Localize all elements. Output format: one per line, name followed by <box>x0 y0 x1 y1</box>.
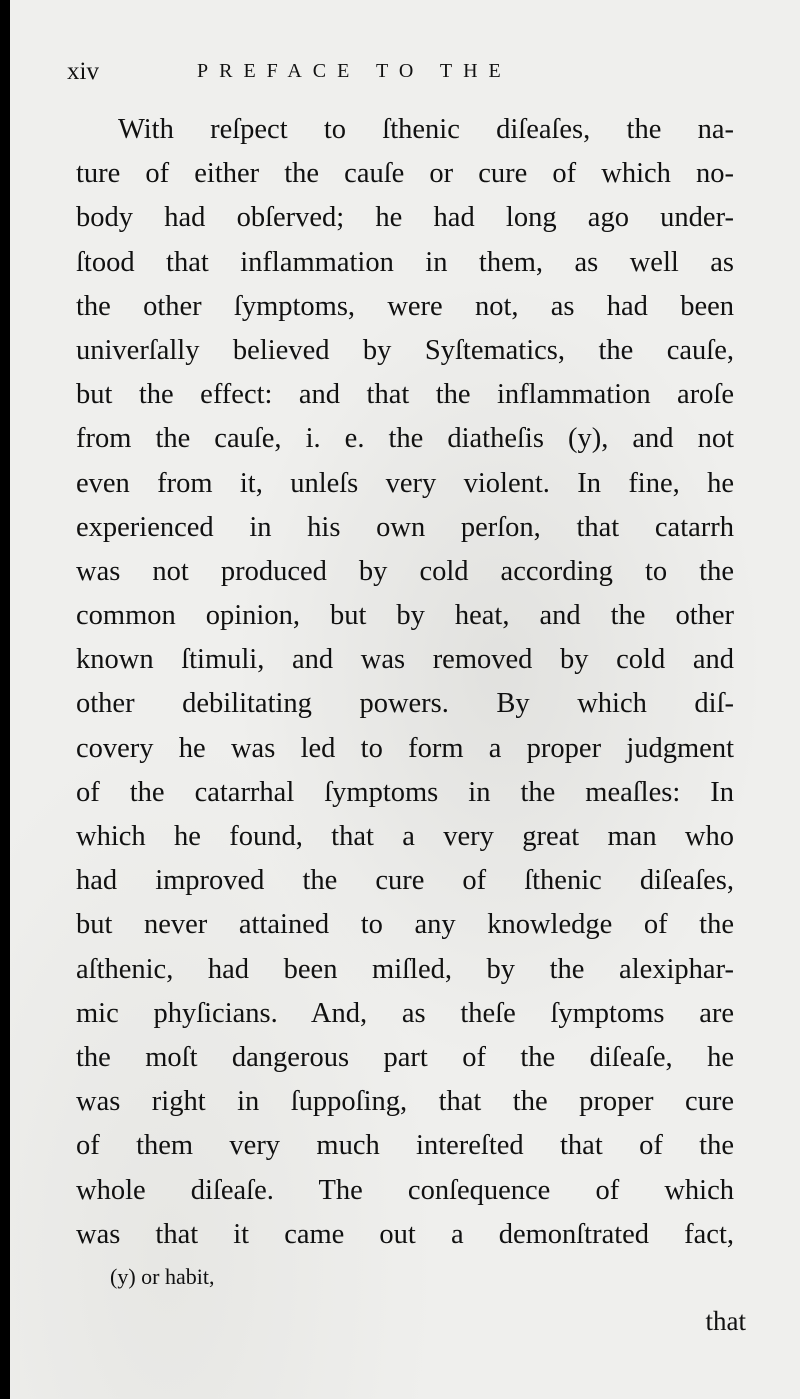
text-line: mic phyſicians. And, as theſe ſymptoms are <box>76 997 734 1029</box>
text-line: the other ſymptoms, were not, as had been <box>76 290 734 322</box>
text-line: With reſpect to ſthenic diſeaſes, the na- <box>118 114 734 145</box>
text-line: but never attained to any knowledge of the <box>76 909 734 941</box>
text-line: had improved the cure of ſthenic diſeaſes, <box>76 865 734 897</box>
book-page <box>10 0 800 1399</box>
footnote: (y) or habit, <box>110 1264 215 1289</box>
text-line: was right in ſuppoſing, that the proper cure <box>76 1086 734 1118</box>
text-line: other debilitating powers. By which diſ- <box>76 688 734 720</box>
text-line: known ſtimuli, and was removed by cold and <box>76 644 734 676</box>
running-head <box>67 58 627 92</box>
text-line: was not produced by cold according to the <box>76 555 734 587</box>
body-text <box>76 108 734 1257</box>
catchword: that <box>705 1306 746 1336</box>
text-line: experienced in his own perſon, that catarrh <box>76 511 734 543</box>
text-line: aſthenic, had been miſled, by the alexiphar- <box>76 953 734 985</box>
text-line: but the effect: and that the inflammation aroſe <box>76 379 734 411</box>
page-number: xiv <box>67 58 99 85</box>
text-line: ſtood that inflammation in them, as well as <box>76 246 734 278</box>
text-line: the moſt dangerous part of the diſeaſe, he <box>76 1041 734 1073</box>
text-line: whole diſeaſe. The conſequence of which <box>76 1174 734 1206</box>
text-line: of the catarrhal ſymptoms in the meaſles: In <box>76 776 734 808</box>
text-line: from the cauſe, i. e. the diatheſis (y), and not <box>76 423 734 455</box>
text-line: of them very much intereſted that of the <box>76 1130 734 1162</box>
text-line: body had obſerved; he had long ago under- <box>76 202 734 234</box>
running-title: PREFACE TO THE <box>197 60 512 82</box>
text-line: ture of either the cauſe or cure of which no- <box>76 158 734 190</box>
text-line: was that it came out a demonſtrated fact, <box>76 1218 734 1250</box>
text-line: covery he was led to form a proper judgment <box>76 732 734 764</box>
text-line: univerſally believed by Syſtematics, the cauſe, <box>76 334 734 366</box>
text-line: which he found, that a very great man who <box>76 821 734 852</box>
text-line: even from it, unleſs very violent. In fine, he <box>76 467 734 499</box>
text-line: common opinion, but by heat, and the other <box>76 600 734 632</box>
